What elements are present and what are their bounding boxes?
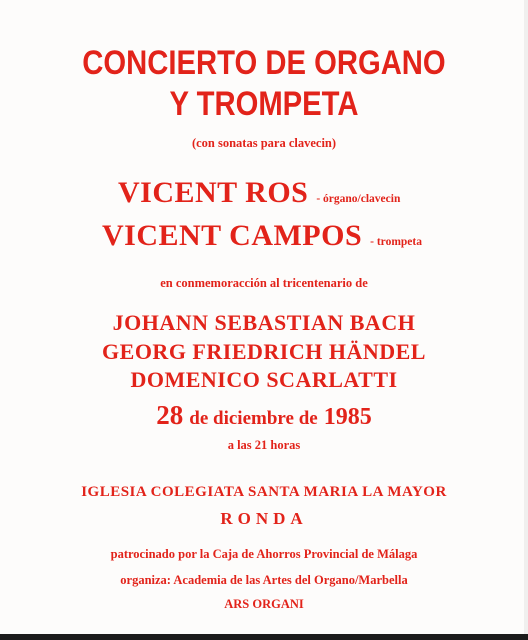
composer-handel: GEORG FRIEDRICH HÄNDEL [102, 339, 426, 364]
organizer-line: organiza: Academia de las Artes del Organo/Marbella [120, 573, 408, 587]
composer-bach: JOHANN SEBASTIAN BACH [112, 310, 416, 335]
subtitle: (con sonatas para clavecin) [191, 136, 337, 150]
composer-scarlatti: DOMENICO SCARLATTI [130, 367, 398, 392]
city: RONDA [220, 509, 308, 528]
performer-name: VICENT CAMPOS [102, 219, 363, 252]
date-year: 1985 [323, 404, 372, 430]
paper-edge [524, 0, 528, 640]
venue: IGLESIA COLEGIATA SANTA MARIA LA MAYOR [81, 484, 447, 500]
title-line-1: CONCIERTO DE ORGANO [82, 44, 446, 82]
performer-role: - órgano/clavecin [316, 193, 401, 205]
sponsor-line: patrocinado por la Caja de Ahorros Provincial de Málaga [110, 547, 418, 561]
commemoration-text: en conmemoracción al tricentenario de [160, 276, 368, 290]
concert-time: a las 21 horas [227, 438, 301, 452]
performer-campos [102, 219, 422, 253]
date-month: de diciembre de [189, 408, 318, 429]
title-line-2: Y TROMPETA [169, 85, 359, 123]
bottom-border [0, 634, 528, 640]
concert-date [0, 400, 528, 431]
performer-role: - trompeta [370, 236, 422, 248]
performer-ros [118, 176, 400, 210]
ars-organi: ARS ORGANI [224, 597, 304, 611]
performer-name: VICENT ROS [118, 176, 309, 209]
date-day: 28 [156, 400, 184, 430]
